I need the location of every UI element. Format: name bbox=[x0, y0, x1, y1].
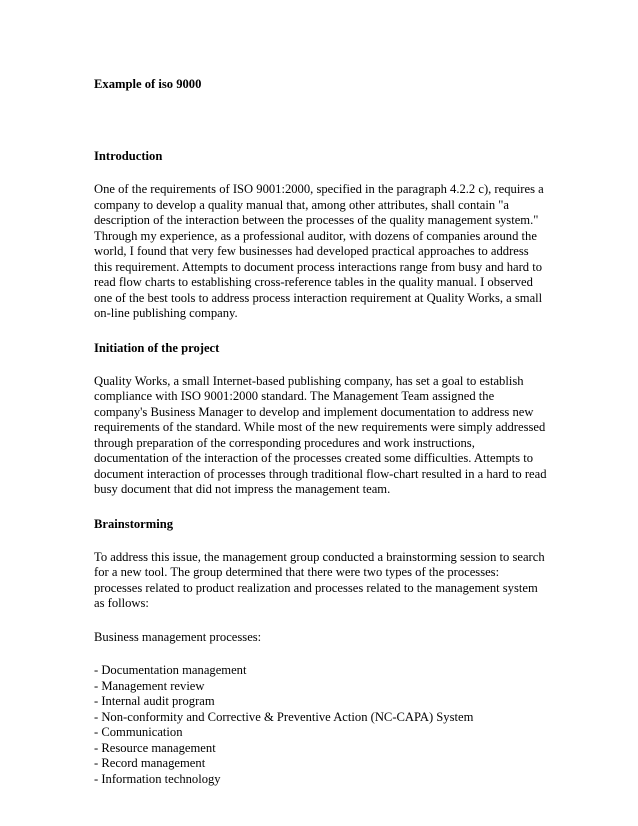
section-heading-introduction: Introduction bbox=[94, 149, 163, 163]
section-heading-initiation: Initiation of the project bbox=[94, 340, 220, 355]
business-processes-list bbox=[94, 663, 548, 787]
introduction-paragraph: One of the requirements of ISO 9001:2000, specified in the paragraph 4.2.2 c), requires a company to develop a quality manual that, among other attributes, shall contain "a description of the interaction between the processes of the quality management system." Through my experience, as a professional auditor, with dozens of companies around the world, I found that very few businesses had developed practical approaches to address this requirement. Attempts to document process interactions range from busy and hard to read flow charts to establishing cross-reference tables in the quality manual. I observed one of the best tools to address process interaction requirement at Quality Works, a small on-line publishing company. bbox=[94, 182, 544, 320]
list-item: - Resource management bbox=[94, 740, 216, 755]
section-heading-brainstorming: Brainstorming bbox=[94, 516, 174, 531]
list-item: - Management review bbox=[94, 678, 205, 693]
list-item: - Communication bbox=[94, 725, 183, 739]
document-body bbox=[94, 148, 548, 787]
section-brainstorming bbox=[94, 516, 548, 788]
brainstorming-paragraph: To address this issue, the management group conducted a brainstorming session to search for a new tool. The group determined that there were two types of the processes: processes related to product realization and processes related to the management system as follows: bbox=[94, 549, 545, 610]
list-item: - Record management bbox=[94, 756, 206, 770]
business-processes-label: Business management processes: bbox=[94, 629, 262, 644]
initiation-paragraph: Quality Works, a small Internet-based publishing company, has set a goal to establish compliance with ISO 9001:2000 standard. The Management Team assigned the company's Business Manager to develop and implement documentation to address new requirements of the standard. While most of the new requirements were simply addressed through preparation of the corresponding procedures and work instructions, documentation of the interaction of the processes created some difficulties. Attempts to document interaction of processes through traditional flow-chart resulted in a hard to read busy document that did not impress the management team. bbox=[94, 373, 547, 496]
document-title: Example of iso 9000 bbox=[94, 77, 202, 91]
list-item: - Documentation management bbox=[94, 663, 247, 677]
list-item: - Internal audit program bbox=[94, 694, 215, 708]
section-initiation bbox=[94, 340, 548, 498]
section-introduction bbox=[94, 148, 548, 322]
list-item: - Information technology bbox=[94, 771, 221, 786]
list-item: - Non-conformity and Corrective & Preventive Action (NC-CAPA) System bbox=[94, 709, 474, 724]
